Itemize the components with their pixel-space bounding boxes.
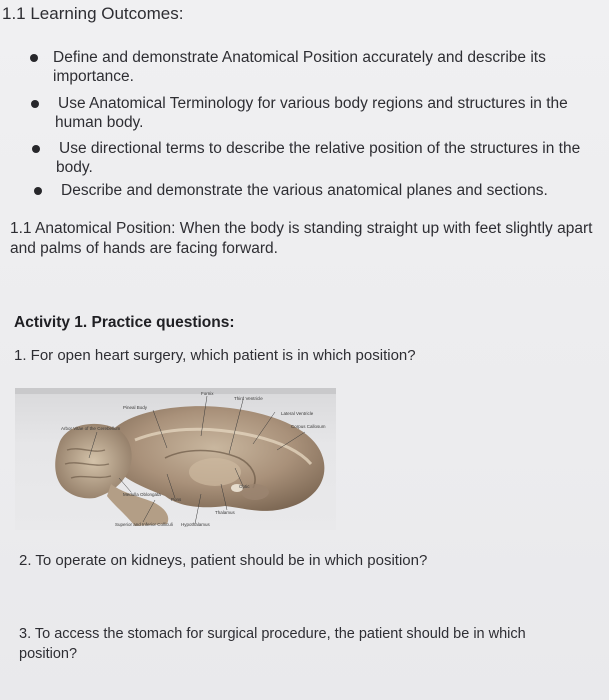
- outcome-line: Define and demonstrate Anatomical Position accurately and describe its: [53, 49, 546, 66]
- section-heading: 1.1 Learning Outcomes:: [2, 4, 184, 23]
- figure-label: Third Ventricle: [234, 396, 263, 401]
- bullet-icon: [31, 100, 39, 108]
- brain-specimen-image: [15, 388, 336, 530]
- figure-label: Arbor Vitae of the Cerebellum: [61, 426, 121, 431]
- outcome-item: [56, 139, 606, 177]
- figure-label: Medulla Oblongata: [123, 492, 161, 497]
- figure-label: Hypothalamus: [181, 522, 210, 527]
- figure-label: Corpus Callosum: [291, 424, 326, 429]
- figure-label: Thalamus: [215, 510, 235, 515]
- paragraph-line: 1.1 Anatomical Position: When the body is standing straight up with feet slightly apart: [10, 220, 593, 237]
- outcome-item: [55, 94, 600, 132]
- figure-label: Fornix: [201, 391, 214, 396]
- outcome-item: [58, 181, 598, 200]
- question-3-line: position?: [19, 646, 78, 662]
- outcome-line: Use directional terms to describe the relative position of the structures in the: [59, 140, 581, 157]
- figure-label: Superior and Inferior Colliculi: [115, 522, 173, 527]
- question-3: [19, 624, 589, 664]
- outcome-line: body.: [56, 159, 93, 176]
- outcome-item: [53, 48, 593, 86]
- figure-label: Pineal Body: [123, 405, 148, 410]
- anatomical-position-paragraph: [10, 219, 605, 259]
- bullet-icon: [30, 54, 38, 62]
- question-3-line: 3. To access the stomach for surgical procedure, the patient should be in which: [19, 626, 526, 642]
- figure-label: Pons: [171, 497, 182, 502]
- paragraph-line: and palms of hands are facing forward.: [10, 240, 278, 257]
- figure-label: Lateral Ventricle: [281, 411, 314, 416]
- outcome-line: Use Anatomical Terminology for various body regions and structures in the: [58, 95, 568, 112]
- activity-title: Activity 1. Practice questions:: [14, 314, 235, 331]
- question-1: 1. For open heart surgery, which patient is in which position?: [14, 347, 416, 364]
- outcome-line: human body.: [55, 114, 144, 131]
- outcome-line: Describe and demonstrate the various anatomical planes and sections.: [61, 182, 548, 199]
- bullet-icon: [34, 187, 42, 195]
- outcome-line: importance.: [53, 68, 134, 85]
- brain-specimen-figure: [15, 388, 336, 530]
- bullet-icon: [32, 145, 40, 153]
- question-2: 2. To operate on kidneys, patient should be in which position?: [19, 552, 428, 569]
- figure-label: Optic: [239, 484, 250, 489]
